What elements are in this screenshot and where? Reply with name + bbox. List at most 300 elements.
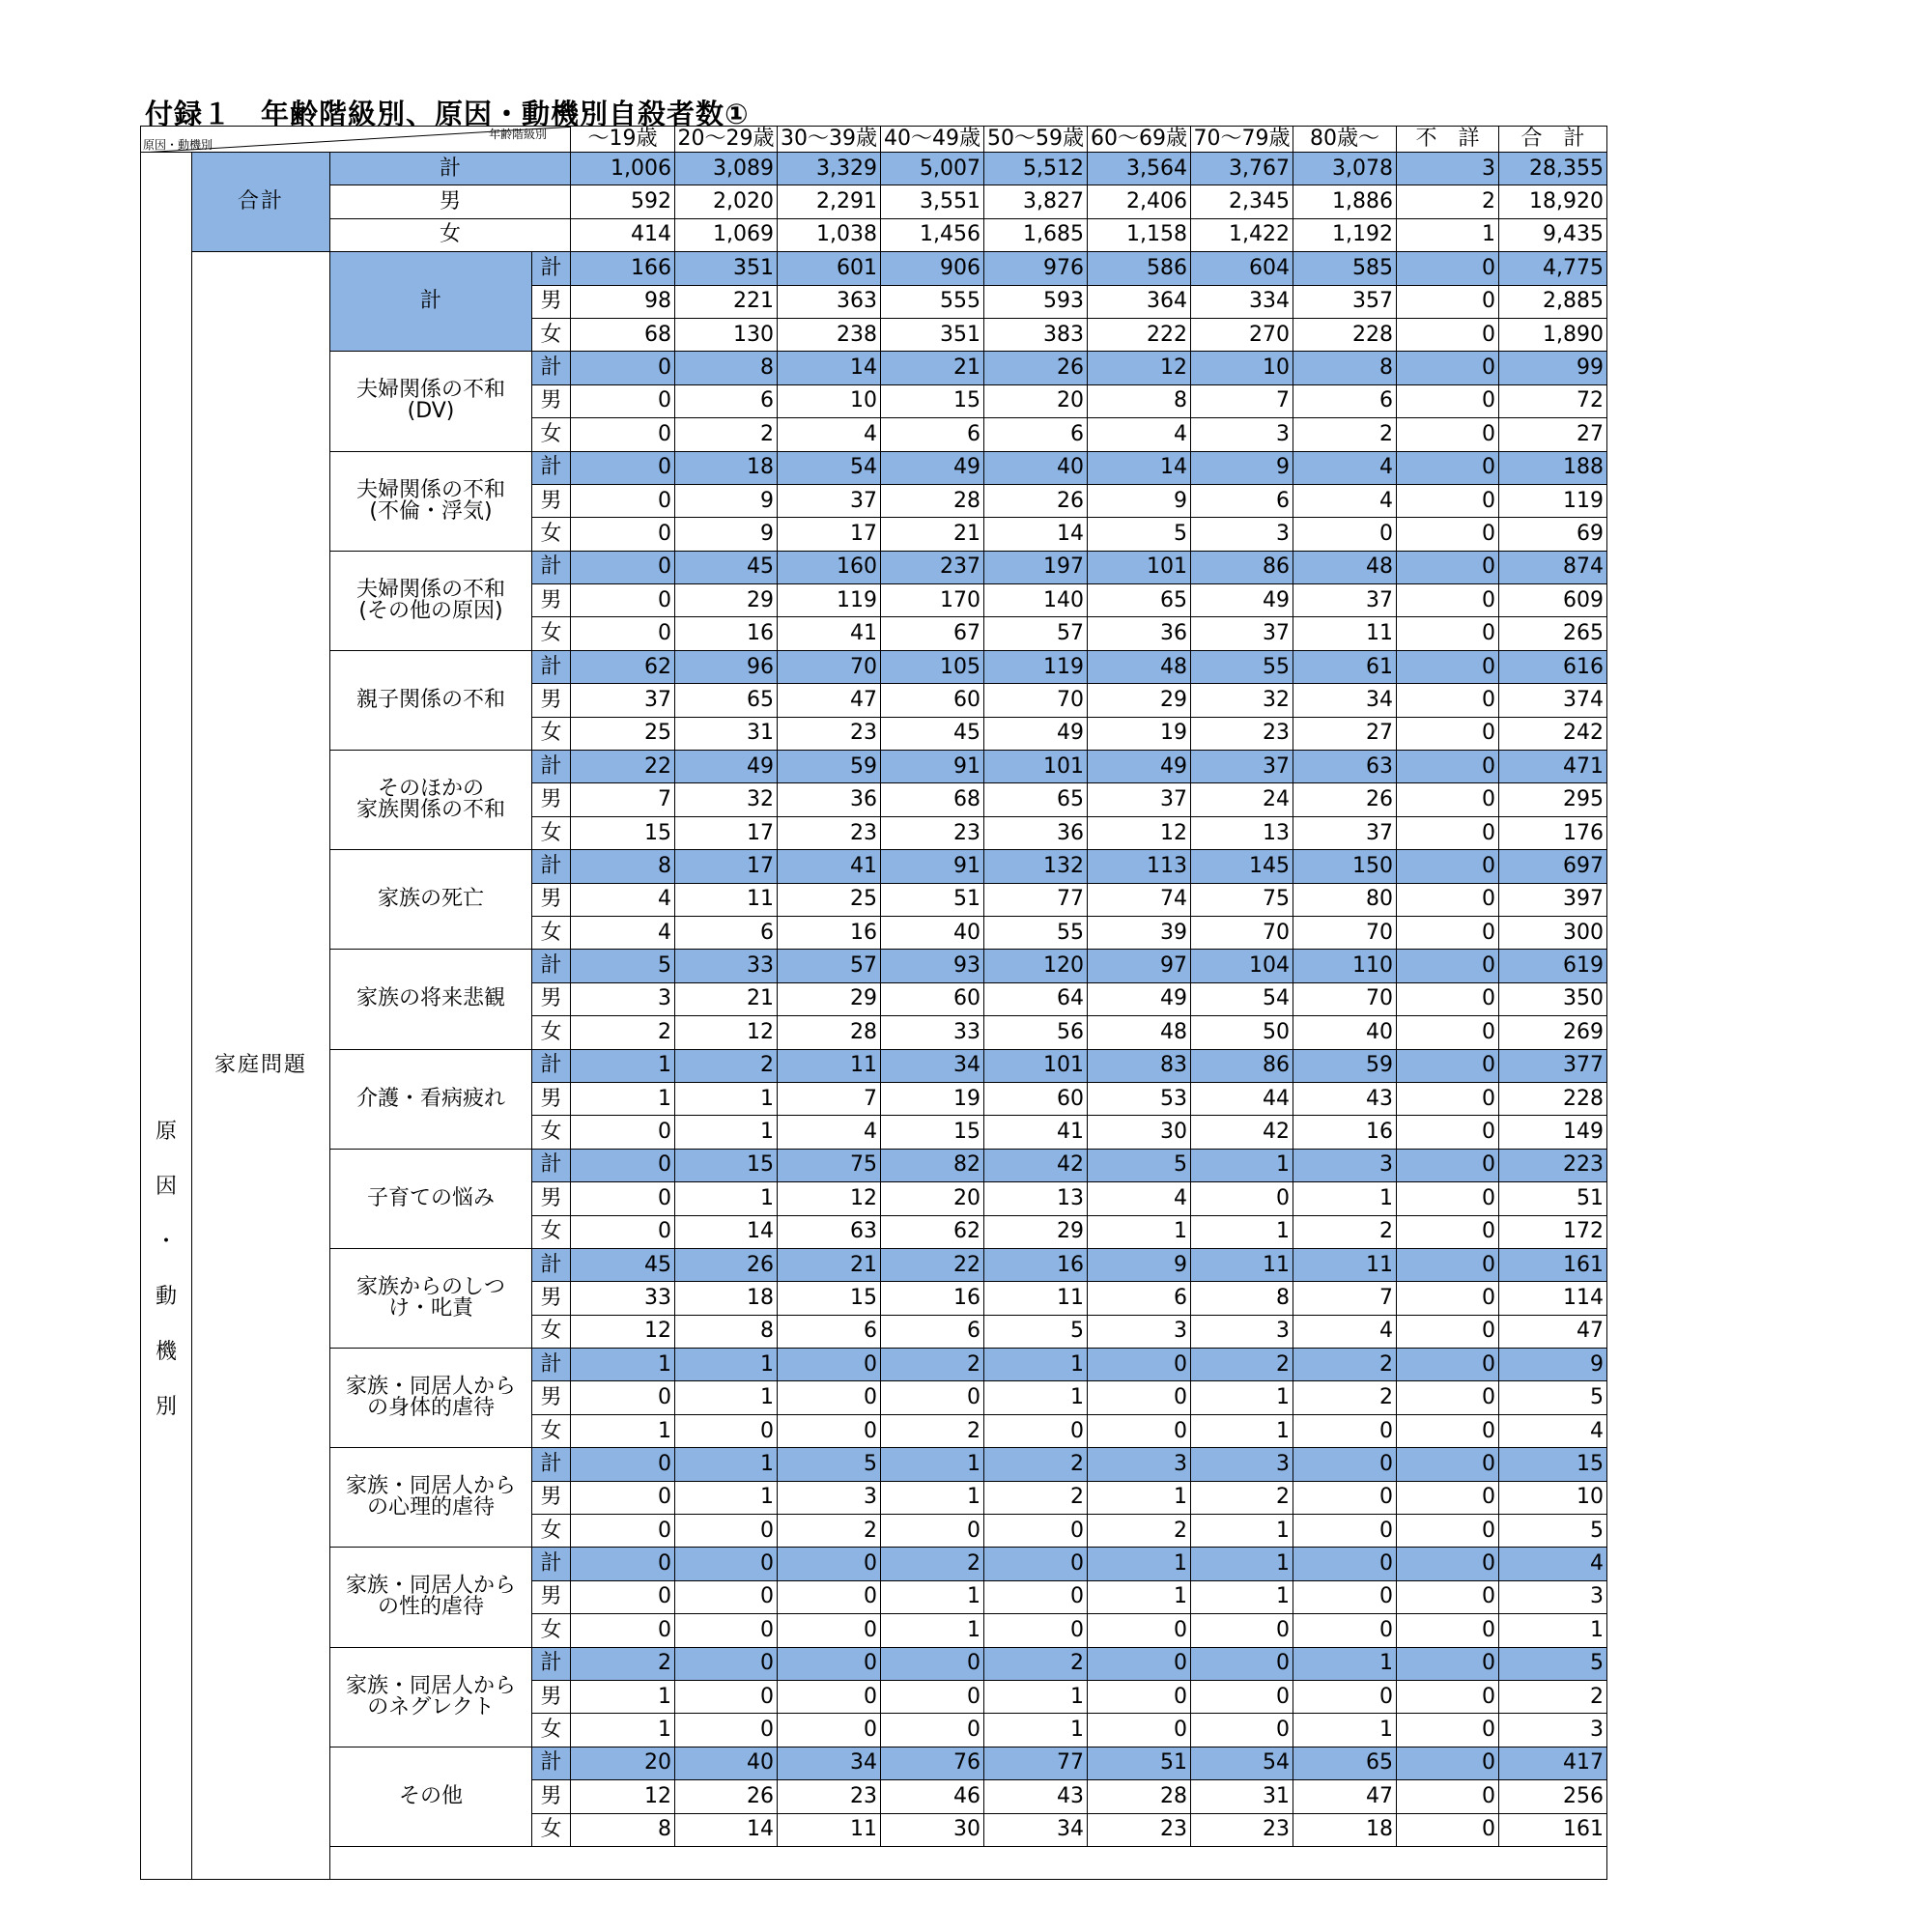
group-label: 家族の将来悲観 — [330, 950, 532, 1049]
vertical-label-char: 動 — [155, 1285, 177, 1309]
value-cell: 616 — [1499, 650, 1607, 683]
value-cell: 25 — [571, 717, 675, 750]
value-cell: 41 — [778, 850, 881, 883]
value-cell: 223 — [1499, 1149, 1607, 1181]
vertical-label-char: 因 — [155, 1175, 177, 1199]
value-cell: 0 — [1191, 1614, 1293, 1647]
sex-label: 女 — [532, 1016, 571, 1049]
value-cell: 26 — [984, 484, 1088, 517]
value-cell: 4 — [1088, 418, 1191, 451]
value-cell: 49 — [1191, 584, 1293, 617]
value-cell: 26 — [984, 352, 1088, 384]
value-cell: 10 — [1499, 1481, 1607, 1514]
sex-label: 女 — [532, 617, 571, 650]
value-cell: 13 — [984, 1182, 1088, 1215]
value-cell: 47 — [1293, 1780, 1397, 1813]
value-cell: 0 — [675, 1680, 778, 1713]
value-cell: 0 — [778, 1414, 881, 1447]
value-cell: 21 — [881, 518, 984, 551]
value-cell: 1,890 — [1499, 318, 1607, 351]
header-row — [141, 127, 1607, 153]
value-cell: 98 — [571, 285, 675, 318]
value-cell: 48 — [1293, 551, 1397, 583]
value-cell: 11 — [1293, 1248, 1397, 1281]
table-row — [141, 352, 1607, 384]
value-cell: 5 — [1088, 1149, 1191, 1181]
value-cell: 51 — [881, 883, 984, 916]
table-body — [141, 127, 1607, 1880]
sex-label: 男 — [532, 1780, 571, 1813]
value-cell: 2 — [1293, 1215, 1397, 1248]
value-cell: 17 — [778, 518, 881, 551]
value-cell: 13 — [1191, 816, 1293, 849]
value-cell: 12 — [571, 1315, 675, 1348]
sex-label: 男 — [532, 384, 571, 417]
value-cell: 471 — [1499, 751, 1607, 783]
value-cell: 16 — [881, 1282, 984, 1315]
value-cell: 74 — [1088, 883, 1191, 916]
value-cell: 0 — [778, 1714, 881, 1747]
value-cell: 18 — [1293, 1813, 1397, 1846]
value-cell: 0 — [571, 1481, 675, 1514]
value-cell: 1 — [1499, 1614, 1607, 1647]
value-cell: 3 — [1191, 1448, 1293, 1481]
value-cell: 357 — [1293, 285, 1397, 318]
value-cell: 1 — [1191, 1414, 1293, 1447]
value-cell: 160 — [778, 551, 881, 583]
value-cell: 1 — [1088, 1548, 1191, 1580]
value-cell: 140 — [984, 584, 1088, 617]
value-cell: 2 — [675, 418, 778, 451]
table-row — [141, 1349, 1607, 1381]
sex-label: 女 — [532, 916, 571, 949]
value-cell: 4 — [1293, 1315, 1397, 1348]
vertical-label-char: 機 — [155, 1340, 177, 1364]
value-cell: 0 — [1397, 484, 1499, 517]
value-cell: 351 — [675, 252, 778, 285]
value-cell: 75 — [778, 1149, 881, 1181]
sex-label: 計 — [532, 850, 571, 883]
value-cell: 0 — [1293, 1614, 1397, 1647]
value-cell: 0 — [675, 1614, 778, 1647]
grand-total-row — [141, 153, 1607, 185]
value-cell: 2,020 — [675, 185, 778, 218]
sex-label: 男 — [532, 783, 571, 816]
value-cell: 9 — [1191, 451, 1293, 484]
value-cell: 6 — [1293, 384, 1397, 417]
value-cell: 8 — [1088, 384, 1191, 417]
value-cell: 99 — [1499, 352, 1607, 384]
value-cell: 0 — [1293, 1481, 1397, 1514]
value-cell: 2 — [1499, 1680, 1607, 1713]
value-cell: 3,329 — [778, 153, 881, 185]
value-cell: 113 — [1088, 850, 1191, 883]
grand-total-row — [141, 185, 1607, 218]
value-cell: 24 — [1191, 783, 1293, 816]
value-cell: 93 — [881, 950, 984, 982]
corner-bottom-label: 原因・動機別 — [143, 138, 213, 152]
sex-label: 計 — [532, 650, 571, 683]
value-cell: 0 — [1397, 352, 1499, 384]
value-cell: 0 — [1397, 1381, 1499, 1414]
value-cell: 2 — [984, 1481, 1088, 1514]
value-cell: 65 — [1088, 584, 1191, 617]
value-cell: 65 — [675, 684, 778, 717]
value-cell: 48 — [1088, 650, 1191, 683]
value-cell: 295 — [1499, 783, 1607, 816]
value-cell: 14 — [675, 1813, 778, 1846]
value-cell: 49 — [984, 717, 1088, 750]
value-cell: 30 — [881, 1813, 984, 1846]
value-cell: 0 — [1397, 1049, 1499, 1082]
value-cell: 0 — [1293, 1414, 1397, 1447]
value-cell: 397 — [1499, 883, 1607, 916]
value-cell: 6 — [881, 418, 984, 451]
value-cell: 0 — [1397, 1813, 1499, 1846]
sex-label: 男 — [532, 484, 571, 517]
value-cell: 105 — [881, 650, 984, 683]
table-row — [141, 1548, 1607, 1580]
table-row — [141, 1647, 1607, 1680]
value-cell: 12 — [1088, 352, 1191, 384]
value-cell: 15 — [675, 1149, 778, 1181]
sex-label: 女 — [532, 1414, 571, 1447]
value-cell: 82 — [881, 1149, 984, 1181]
value-cell: 10 — [1191, 352, 1293, 384]
group-label: 介護・看病疲れ — [330, 1049, 532, 1149]
value-cell: 0 — [1293, 518, 1397, 551]
value-cell: 42 — [1191, 1116, 1293, 1149]
value-cell: 23 — [881, 816, 984, 849]
value-cell: 0 — [881, 1381, 984, 1414]
value-cell: 110 — [1293, 950, 1397, 982]
value-cell: 23 — [1191, 1813, 1293, 1846]
value-cell: 57 — [778, 950, 881, 982]
value-cell: 222 — [1088, 318, 1191, 351]
value-cell: 0 — [571, 1215, 675, 1248]
value-cell: 0 — [1397, 1116, 1499, 1149]
table-row — [141, 1747, 1607, 1779]
value-cell: 3 — [1397, 153, 1499, 185]
value-cell: 0 — [778, 1680, 881, 1713]
value-cell: 0 — [1397, 816, 1499, 849]
value-cell: 27 — [1499, 418, 1607, 451]
table-row — [141, 252, 1607, 285]
value-cell: 3,827 — [984, 185, 1088, 218]
sex-label: 計 — [532, 1448, 571, 1481]
value-cell: 6 — [984, 418, 1088, 451]
sex-label: 計 — [532, 352, 571, 384]
value-cell: 72 — [1499, 384, 1607, 417]
value-cell: 91 — [881, 850, 984, 883]
value-cell: 1 — [1088, 1481, 1191, 1514]
value-cell: 26 — [1293, 783, 1397, 816]
sex-label: 計 — [532, 1548, 571, 1580]
value-cell: 377 — [1499, 1049, 1607, 1082]
value-cell: 0 — [984, 1580, 1088, 1613]
value-cell: 0 — [1397, 584, 1499, 617]
value-cell: 2 — [1293, 1381, 1397, 1414]
value-cell: 57 — [984, 617, 1088, 650]
value-cell: 28 — [778, 1016, 881, 1049]
sex-label: 男 — [532, 1481, 571, 1514]
value-cell: 1,006 — [571, 153, 675, 185]
value-cell: 1 — [1293, 1647, 1397, 1680]
table-row — [141, 1049, 1607, 1082]
value-cell: 20 — [571, 1747, 675, 1779]
value-cell: 0 — [1088, 1714, 1191, 1747]
sex-label: 男 — [330, 185, 571, 218]
sex-label: 男 — [532, 584, 571, 617]
value-cell: 4 — [778, 1116, 881, 1149]
value-cell: 0 — [1293, 1448, 1397, 1481]
value-cell: 69 — [1499, 518, 1607, 551]
value-cell: 0 — [1397, 1747, 1499, 1779]
grand-total-row — [141, 218, 1607, 251]
value-cell: 238 — [778, 318, 881, 351]
value-cell: 188 — [1499, 451, 1607, 484]
value-cell: 60 — [881, 982, 984, 1015]
value-cell: 3 — [1499, 1714, 1607, 1747]
value-cell: 374 — [1499, 684, 1607, 717]
value-cell: 16 — [984, 1248, 1088, 1281]
sex-label: 男 — [532, 1082, 571, 1115]
value-cell: 60 — [984, 1082, 1088, 1115]
value-cell: 132 — [984, 850, 1088, 883]
value-cell: 0 — [1397, 1580, 1499, 1613]
value-cell: 8 — [1191, 1282, 1293, 1315]
value-cell: 3 — [778, 1481, 881, 1514]
value-cell: 334 — [1191, 285, 1293, 318]
value-cell: 97 — [1088, 950, 1191, 982]
value-cell: 67 — [881, 617, 984, 650]
value-cell: 3 — [1499, 1580, 1607, 1613]
value-cell: 14 — [778, 352, 881, 384]
value-cell: 0 — [1293, 1680, 1397, 1713]
value-cell: 0 — [881, 1647, 984, 1680]
value-cell: 0 — [571, 518, 675, 551]
group-label: 家族からのしつ け・叱責 — [330, 1248, 532, 1348]
value-cell: 0 — [1397, 285, 1499, 318]
value-cell: 6 — [778, 1315, 881, 1348]
value-cell: 0 — [778, 1580, 881, 1613]
sex-label: 男 — [532, 1580, 571, 1613]
value-cell: 0 — [1397, 1349, 1499, 1381]
value-cell: 1,456 — [881, 218, 984, 251]
value-cell: 4 — [1293, 451, 1397, 484]
column-header: 30～39歳 — [778, 127, 881, 153]
value-cell: 414 — [571, 218, 675, 251]
value-cell: 0 — [881, 1680, 984, 1713]
value-cell: 34 — [881, 1049, 984, 1082]
value-cell: 0 — [675, 1515, 778, 1548]
value-cell: 593 — [984, 285, 1088, 318]
value-cell: 0 — [1397, 518, 1499, 551]
value-cell: 0 — [1397, 384, 1499, 417]
value-cell: 7 — [1191, 384, 1293, 417]
value-cell: 1 — [571, 1049, 675, 1082]
value-cell: 1 — [984, 1349, 1088, 1381]
value-cell: 2 — [1088, 1515, 1191, 1548]
value-cell: 586 — [1088, 252, 1191, 285]
value-cell: 0 — [1191, 1680, 1293, 1713]
column-header: ～19歳 — [571, 127, 675, 153]
value-cell: 77 — [984, 1747, 1088, 1779]
value-cell: 5 — [1088, 518, 1191, 551]
value-cell: 32 — [675, 783, 778, 816]
value-cell: 26 — [675, 1248, 778, 1281]
value-cell: 0 — [571, 1381, 675, 1414]
value-cell: 350 — [1499, 982, 1607, 1015]
value-cell: 270 — [1191, 318, 1293, 351]
value-cell: 54 — [1191, 982, 1293, 1015]
table-row-partial — [141, 1846, 1607, 1879]
value-cell: 1 — [1191, 1515, 1293, 1548]
value-cell: 592 — [571, 185, 675, 218]
table-row — [141, 1149, 1607, 1181]
value-cell: 16 — [778, 916, 881, 949]
group-label: 家族の死亡 — [330, 850, 532, 950]
value-cell: 40 — [984, 451, 1088, 484]
value-cell: 70 — [1293, 982, 1397, 1015]
value-cell: 383 — [984, 318, 1088, 351]
table-row — [141, 850, 1607, 883]
value-cell: 601 — [778, 252, 881, 285]
value-cell: 0 — [1397, 1548, 1499, 1580]
value-cell: 172 — [1499, 1215, 1607, 1248]
value-cell: 39 — [1088, 916, 1191, 949]
value-cell: 21 — [881, 352, 984, 384]
value-cell: 2,885 — [1499, 285, 1607, 318]
value-cell: 150 — [1293, 850, 1397, 883]
value-cell: 4 — [1088, 1182, 1191, 1215]
value-cell: 1,422 — [1191, 218, 1293, 251]
value-cell: 0 — [1191, 1714, 1293, 1747]
vertical-label-char: 別 — [155, 1395, 177, 1419]
value-cell: 0 — [1397, 551, 1499, 583]
column-header: 40～49歳 — [881, 127, 984, 153]
value-cell: 1 — [984, 1714, 1088, 1747]
value-cell: 23 — [1088, 1813, 1191, 1846]
value-cell: 1,069 — [675, 218, 778, 251]
value-cell: 75 — [1191, 883, 1293, 916]
group-label: 夫婦関係の不和 (DV) — [330, 352, 532, 451]
group-label-empty — [330, 1846, 1607, 1879]
value-cell: 176 — [1499, 816, 1607, 849]
sex-label: 計 — [532, 751, 571, 783]
value-cell: 2 — [1397, 185, 1499, 218]
value-cell: 0 — [675, 1414, 778, 1447]
value-cell: 1 — [1191, 1381, 1293, 1414]
value-cell: 15 — [881, 384, 984, 417]
value-cell: 15 — [778, 1282, 881, 1315]
value-cell: 2 — [984, 1647, 1088, 1680]
value-cell: 3,564 — [1088, 153, 1191, 185]
value-cell: 130 — [675, 318, 778, 351]
sex-label: 男 — [532, 883, 571, 916]
value-cell: 0 — [1088, 1349, 1191, 1381]
table-row — [141, 650, 1607, 683]
value-cell: 5,007 — [881, 153, 984, 185]
value-cell: 1 — [1293, 1714, 1397, 1747]
value-cell: 1 — [984, 1381, 1088, 1414]
value-cell: 54 — [1191, 1747, 1293, 1779]
value-cell: 228 — [1293, 318, 1397, 351]
value-cell: 1 — [1088, 1580, 1191, 1613]
value-cell: 4 — [571, 883, 675, 916]
value-cell: 36 — [778, 783, 881, 816]
value-cell: 2 — [1191, 1349, 1293, 1381]
value-cell: 27 — [1293, 717, 1397, 750]
value-cell: 0 — [1397, 783, 1499, 816]
value-cell: 49 — [1088, 982, 1191, 1015]
value-cell: 55 — [1191, 650, 1293, 683]
value-cell: 221 — [675, 285, 778, 318]
value-cell: 7 — [571, 783, 675, 816]
value-cell: 1 — [675, 1481, 778, 1514]
value-cell: 149 — [1499, 1116, 1607, 1149]
value-cell: 1 — [571, 1082, 675, 1115]
value-cell: 1 — [571, 1680, 675, 1713]
value-cell: 4 — [571, 916, 675, 949]
value-cell: 8 — [571, 850, 675, 883]
sex-label: 計 — [532, 252, 571, 285]
value-cell: 101 — [984, 751, 1088, 783]
value-cell: 0 — [571, 1515, 675, 1548]
value-cell: 91 — [881, 751, 984, 783]
value-cell: 0 — [1397, 1714, 1499, 1747]
group-label: 家族・同居人から の身体的虐待 — [330, 1349, 532, 1448]
value-cell: 30 — [1088, 1116, 1191, 1149]
value-cell: 8 — [1293, 352, 1397, 384]
value-cell: 585 — [1293, 252, 1397, 285]
value-cell: 3,078 — [1293, 153, 1397, 185]
value-cell: 1 — [571, 1349, 675, 1381]
sex-label: 男 — [532, 1381, 571, 1414]
value-cell: 6 — [675, 916, 778, 949]
value-cell: 0 — [1397, 252, 1499, 285]
value-cell: 0 — [1397, 418, 1499, 451]
group-label: 子育ての悩み — [330, 1149, 532, 1248]
value-cell: 61 — [1293, 650, 1397, 683]
value-cell: 906 — [881, 252, 984, 285]
value-cell: 0 — [778, 1349, 881, 1381]
value-cell: 0 — [1397, 717, 1499, 750]
sex-label: 女 — [532, 1813, 571, 1846]
group-label: 親子関係の不和 — [330, 650, 532, 750]
table-row — [141, 551, 1607, 583]
sex-label: 女 — [532, 1215, 571, 1248]
value-cell: 3 — [1088, 1315, 1191, 1348]
value-cell: 0 — [1397, 1182, 1499, 1215]
value-cell: 0 — [1397, 751, 1499, 783]
value-cell: 120 — [984, 950, 1088, 982]
group-label: その他 — [330, 1747, 532, 1846]
value-cell: 4 — [1499, 1414, 1607, 1447]
column-header: 70～79歳 — [1191, 127, 1293, 153]
value-cell: 0 — [1397, 1448, 1499, 1481]
value-cell: 0 — [571, 1614, 675, 1647]
corner-top-label: 年齢階級別 — [488, 128, 547, 141]
value-cell: 3 — [1191, 1315, 1293, 1348]
value-cell: 12 — [675, 1016, 778, 1049]
sex-label: 計 — [532, 1647, 571, 1680]
value-cell: 0 — [1397, 650, 1499, 683]
sex-label: 女 — [330, 218, 571, 251]
value-cell: 41 — [984, 1116, 1088, 1149]
value-cell: 2 — [881, 1414, 984, 1447]
value-cell: 9 — [675, 484, 778, 517]
